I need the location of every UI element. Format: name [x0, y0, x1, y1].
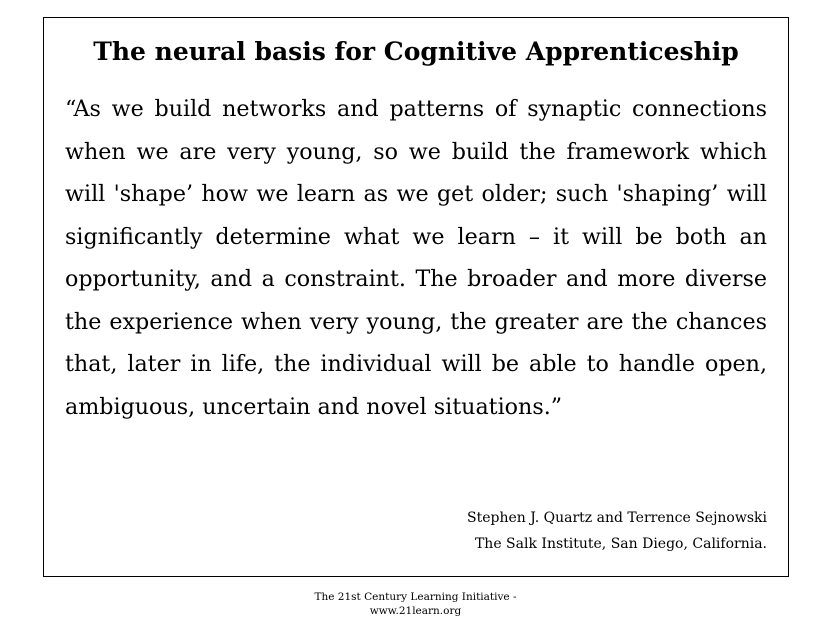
- attribution-institution: The Salk Institute, San Diego, California.: [474, 536, 767, 552]
- slide-frame: [43, 17, 789, 577]
- quote-attribution: [467, 505, 767, 557]
- footer: [0, 590, 831, 618]
- footer-organization: The 21st Century Learning Initiative -: [314, 591, 517, 603]
- footer-website: www.21learn.org: [369, 605, 462, 617]
- attribution-authors: Stephen J. Quartz and Terrence Sejnowski: [466, 510, 767, 526]
- quote-text: “As we build networks and patterns of synaptic connections when we are very young, so we build the framework which will 'shape’ how we learn as we get older; such 'shaping’ will significantly determine what we learn – it will be both an opportunity, and a constraint. The broader and more diverse the experience when very young, the greater are the chances that, later in life, the individual will be able to handle open, ambiguous, uncertain and novel situations.”: [65, 96, 767, 420]
- slide-title: The neural basis for Cognitive Apprenticeship: [93, 37, 739, 66]
